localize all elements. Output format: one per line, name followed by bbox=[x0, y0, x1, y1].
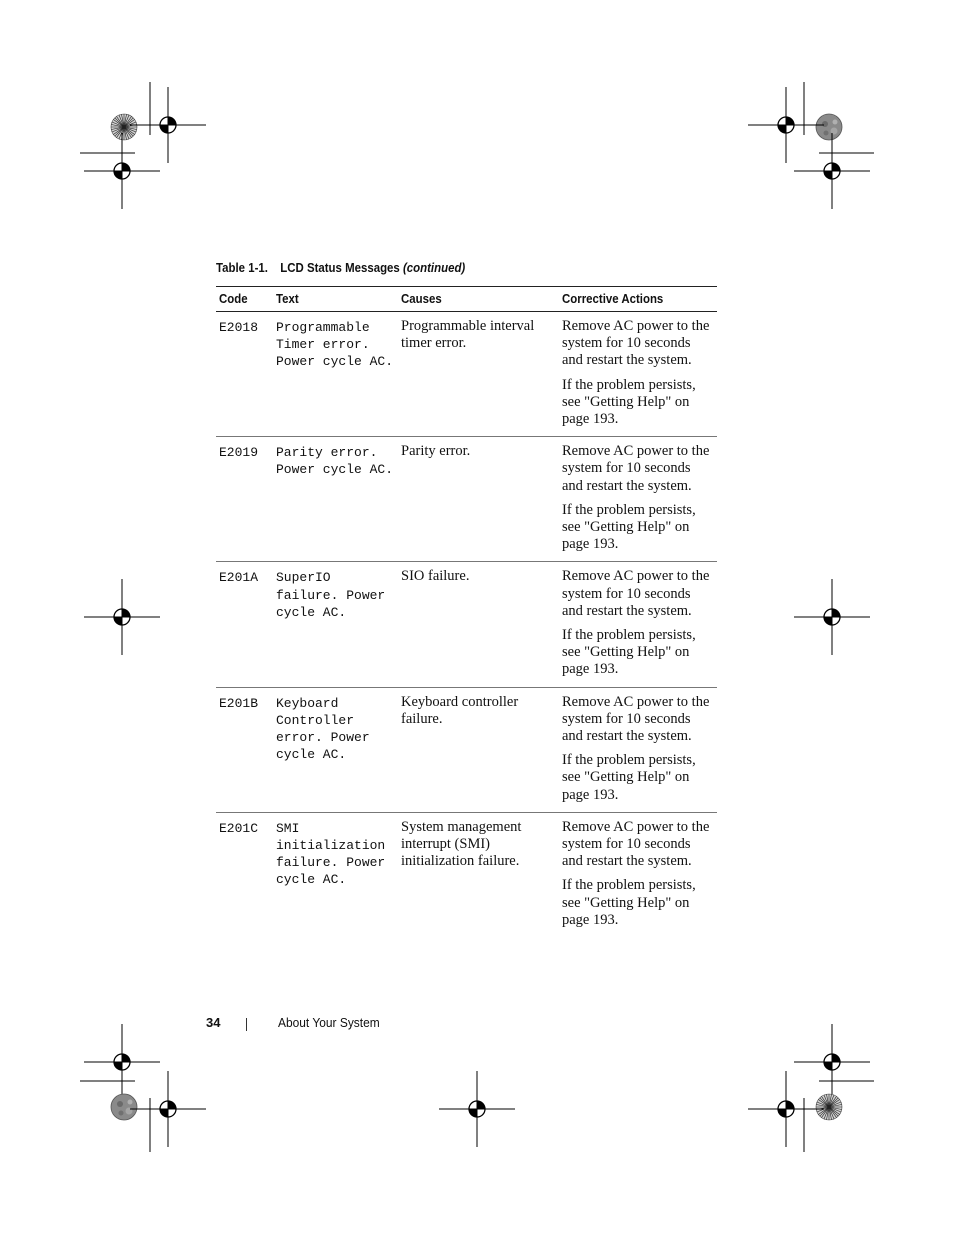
table-caption bbox=[216, 260, 465, 275]
table-caption-label: Table 1-1. bbox=[216, 260, 268, 275]
row-cause: SIO failure. bbox=[398, 562, 559, 687]
row-actions bbox=[559, 562, 717, 687]
row-cause: System management interrupt (SMI) initialization failure. bbox=[401, 818, 522, 870]
row-code: E201C bbox=[219, 820, 259, 836]
action-help: If the problem persists, see "Getting Help" on page 193. bbox=[562, 752, 696, 803]
row-text: Keyboard Controller error. Power cycle AC. bbox=[273, 687, 398, 812]
table-row bbox=[216, 812, 717, 937]
action-step: Remove AC power to the system for 10 seconds and restart the system. bbox=[562, 318, 710, 369]
row-cause: Parity error. bbox=[398, 437, 559, 562]
header-code: Code bbox=[216, 287, 273, 312]
row-text: SMI initialization failure. Power cycle AC. bbox=[276, 820, 386, 888]
row-actions bbox=[559, 687, 717, 812]
table-row bbox=[216, 562, 717, 687]
lcd-status-table bbox=[216, 286, 717, 937]
action-step: Remove AC power to the system for 10 seconds and restart the system. bbox=[562, 818, 710, 870]
row-cause: Keyboard controller failure. bbox=[398, 687, 559, 812]
action-step: Remove AC power to the system for 10 seconds and restart the system. bbox=[562, 693, 710, 745]
row-text: Programmable Timer error. Power cycle AC. bbox=[273, 312, 398, 437]
header-causes: Causes bbox=[398, 287, 559, 312]
row-code: E2019 bbox=[216, 437, 273, 562]
action-step: Remove AC power to the system for 10 seconds and restart the system. bbox=[562, 568, 710, 619]
table-row bbox=[216, 687, 717, 812]
row-cause: Programmable interval timer error. bbox=[398, 312, 559, 437]
header-corrective-actions: Corrective Actions bbox=[559, 287, 717, 312]
row-actions bbox=[559, 312, 717, 437]
action-help: If the problem persists, see "Getting Help" on page 193. bbox=[562, 501, 696, 553]
row-code: E2018 bbox=[216, 312, 273, 437]
action-step: Remove AC power to the system for 10 seconds and restart the system. bbox=[562, 443, 710, 494]
action-help: If the problem persists, see "Getting Help" on page 193. bbox=[562, 877, 696, 928]
action-help: If the problem persists, see "Getting Help" on page 193. bbox=[562, 376, 696, 428]
footer-separator bbox=[246, 1018, 247, 1031]
header-text: Text bbox=[273, 287, 398, 312]
table-header-row bbox=[216, 287, 717, 312]
page-number: 34 bbox=[206, 1015, 221, 1030]
table-caption-title: LCD Status Messages bbox=[280, 260, 400, 275]
row-text: Parity error. Power cycle AC. bbox=[273, 437, 398, 562]
row-actions bbox=[559, 812, 717, 937]
action-help: If the problem persists, see "Getting Help" on page 193. bbox=[562, 627, 696, 678]
row-code: E201A bbox=[216, 562, 273, 687]
row-text: SuperIO failure. Power cycle AC. bbox=[273, 562, 398, 687]
row-code: E201B bbox=[216, 687, 273, 812]
table-caption-suffix: (continued) bbox=[402, 260, 466, 275]
section-title: About Your System bbox=[278, 1015, 380, 1030]
table-row bbox=[216, 312, 717, 437]
row-actions bbox=[559, 437, 717, 562]
table-row bbox=[216, 437, 717, 562]
